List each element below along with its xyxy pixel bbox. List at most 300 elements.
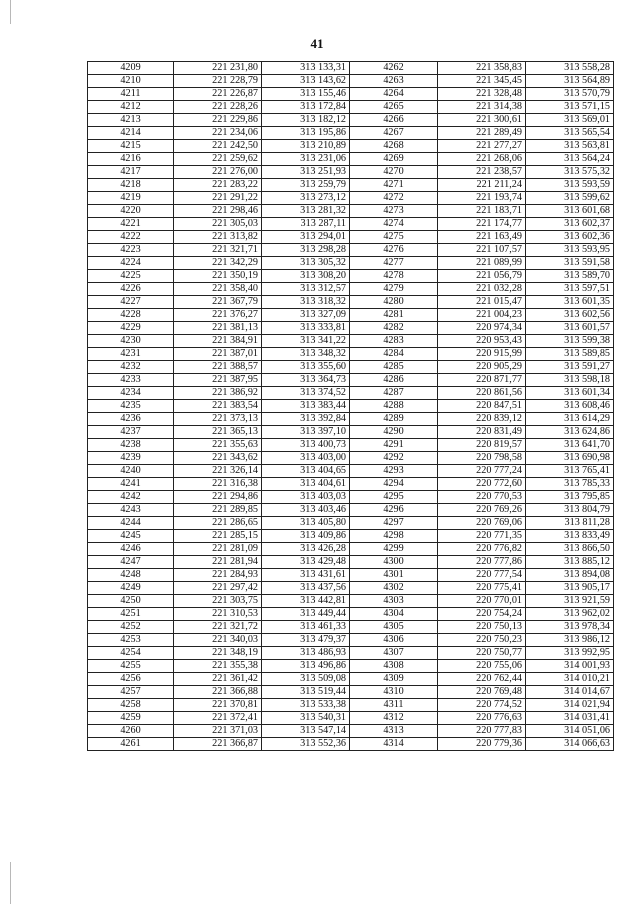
cell-y-coordinate: 313 597,51 xyxy=(526,283,614,296)
cell-x-coordinate: 221 355,38 xyxy=(174,660,262,673)
cell-point-number: 4243 xyxy=(88,504,174,517)
cell-x-coordinate: 220 953,43 xyxy=(438,335,526,348)
cell-point-number: 4306 xyxy=(350,634,438,647)
cell-point-number: 4285 xyxy=(350,361,438,374)
cell-y-coordinate: 313 403,46 xyxy=(262,504,350,517)
cell-y-coordinate: 313 905,17 xyxy=(526,582,614,595)
cell-point-number: 4234 xyxy=(88,387,174,400)
cell-x-coordinate: 221 193,74 xyxy=(438,192,526,205)
table-row xyxy=(88,634,614,647)
cell-x-coordinate: 221 056,79 xyxy=(438,270,526,283)
cell-x-coordinate: 221 294,86 xyxy=(174,491,262,504)
cell-point-number: 4263 xyxy=(350,75,438,88)
cell-y-coordinate: 313 461,33 xyxy=(262,621,350,634)
cell-point-number: 4244 xyxy=(88,517,174,530)
cell-y-coordinate: 313 259,79 xyxy=(262,179,350,192)
cell-x-coordinate: 221 268,06 xyxy=(438,153,526,166)
cell-x-coordinate: 221 326,14 xyxy=(174,465,262,478)
cell-y-coordinate: 313 765,41 xyxy=(526,465,614,478)
cell-y-coordinate: 313 392,84 xyxy=(262,413,350,426)
cell-x-coordinate: 221 371,03 xyxy=(174,725,262,738)
cell-y-coordinate: 313 182,12 xyxy=(262,114,350,127)
cell-y-coordinate: 313 833,49 xyxy=(526,530,614,543)
cell-x-coordinate: 221 277,27 xyxy=(438,140,526,153)
cell-x-coordinate: 221 310,53 xyxy=(174,608,262,621)
cell-point-number: 4247 xyxy=(88,556,174,569)
cell-y-coordinate: 314 066,63 xyxy=(526,738,614,751)
cell-point-number: 4296 xyxy=(350,504,438,517)
cell-y-coordinate: 313 598,18 xyxy=(526,374,614,387)
cell-x-coordinate: 221 089,99 xyxy=(438,257,526,270)
cell-point-number: 4262 xyxy=(350,62,438,75)
cell-x-coordinate: 220 750,23 xyxy=(438,634,526,647)
cell-y-coordinate: 313 405,80 xyxy=(262,517,350,530)
cell-x-coordinate: 221 300,61 xyxy=(438,114,526,127)
table-row xyxy=(88,114,614,127)
cell-point-number: 4254 xyxy=(88,647,174,660)
cell-x-coordinate: 221 107,57 xyxy=(438,244,526,257)
table-row xyxy=(88,218,614,231)
cell-x-coordinate: 220 769,06 xyxy=(438,517,526,530)
cell-y-coordinate: 313 519,44 xyxy=(262,686,350,699)
cell-x-coordinate: 221 298,46 xyxy=(174,205,262,218)
cell-point-number: 4313 xyxy=(350,725,438,738)
cell-y-coordinate: 313 143,62 xyxy=(262,75,350,88)
cell-y-coordinate: 313 570,79 xyxy=(526,88,614,101)
cell-point-number: 4281 xyxy=(350,309,438,322)
cell-x-coordinate: 220 770,53 xyxy=(438,491,526,504)
cell-x-coordinate: 221 004,23 xyxy=(438,309,526,322)
cell-y-coordinate: 313 962,02 xyxy=(526,608,614,621)
cell-y-coordinate: 313 355,60 xyxy=(262,361,350,374)
table-row xyxy=(88,452,614,465)
cell-y-coordinate: 313 281,32 xyxy=(262,205,350,218)
table-row xyxy=(88,478,614,491)
cell-y-coordinate: 313 437,56 xyxy=(262,582,350,595)
cell-point-number: 4219 xyxy=(88,192,174,205)
table-row xyxy=(88,140,614,153)
cell-point-number: 4259 xyxy=(88,712,174,725)
cell-point-number: 4253 xyxy=(88,634,174,647)
cell-y-coordinate: 313 383,44 xyxy=(262,400,350,413)
cell-x-coordinate: 220 847,51 xyxy=(438,400,526,413)
cell-point-number: 4295 xyxy=(350,491,438,504)
table-row xyxy=(88,621,614,634)
cell-x-coordinate: 221 366,87 xyxy=(174,738,262,751)
table-row xyxy=(88,361,614,374)
cell-point-number: 4242 xyxy=(88,491,174,504)
cell-y-coordinate: 313 449,44 xyxy=(262,608,350,621)
cell-x-coordinate: 221 276,00 xyxy=(174,166,262,179)
table-row xyxy=(88,127,614,140)
cell-point-number: 4290 xyxy=(350,426,438,439)
cell-y-coordinate: 313 374,52 xyxy=(262,387,350,400)
table-row xyxy=(88,257,614,270)
cell-y-coordinate: 313 552,36 xyxy=(262,738,350,751)
cell-point-number: 4302 xyxy=(350,582,438,595)
cell-x-coordinate: 221 388,57 xyxy=(174,361,262,374)
cell-point-number: 4223 xyxy=(88,244,174,257)
cell-point-number: 4275 xyxy=(350,231,438,244)
cell-point-number: 4268 xyxy=(350,140,438,153)
cell-y-coordinate: 313 294,01 xyxy=(262,231,350,244)
cell-y-coordinate: 313 602,37 xyxy=(526,218,614,231)
cell-point-number: 4222 xyxy=(88,231,174,244)
cell-y-coordinate: 313 992,95 xyxy=(526,647,614,660)
cell-y-coordinate: 313 599,62 xyxy=(526,192,614,205)
cell-point-number: 4277 xyxy=(350,257,438,270)
table-row xyxy=(88,348,614,361)
cell-y-coordinate: 313 593,59 xyxy=(526,179,614,192)
table-row xyxy=(88,686,614,699)
cell-point-number: 4293 xyxy=(350,465,438,478)
cell-y-coordinate: 313 404,61 xyxy=(262,478,350,491)
cell-point-number: 4216 xyxy=(88,153,174,166)
cell-x-coordinate: 221 365,13 xyxy=(174,426,262,439)
cell-y-coordinate: 313 563,81 xyxy=(526,140,614,153)
cell-y-coordinate: 313 558,28 xyxy=(526,62,614,75)
cell-x-coordinate: 221 242,50 xyxy=(174,140,262,153)
cell-point-number: 4260 xyxy=(88,725,174,738)
cell-x-coordinate: 220 774,52 xyxy=(438,699,526,712)
cell-x-coordinate: 220 772,60 xyxy=(438,478,526,491)
cell-y-coordinate: 313 287,11 xyxy=(262,218,350,231)
cell-point-number: 4289 xyxy=(350,413,438,426)
cell-y-coordinate: 313 785,33 xyxy=(526,478,614,491)
cell-point-number: 4237 xyxy=(88,426,174,439)
cell-y-coordinate: 313 986,12 xyxy=(526,634,614,647)
cell-y-coordinate: 313 409,86 xyxy=(262,530,350,543)
cell-x-coordinate: 220 777,24 xyxy=(438,465,526,478)
cell-point-number: 4224 xyxy=(88,257,174,270)
cell-x-coordinate: 220 777,83 xyxy=(438,725,526,738)
table-row xyxy=(88,725,614,738)
cell-x-coordinate: 220 769,26 xyxy=(438,504,526,517)
cell-point-number: 4210 xyxy=(88,75,174,88)
cell-y-coordinate: 313 690,98 xyxy=(526,452,614,465)
cell-y-coordinate: 313 565,54 xyxy=(526,127,614,140)
cell-y-coordinate: 313 341,22 xyxy=(262,335,350,348)
cell-y-coordinate: 313 431,61 xyxy=(262,569,350,582)
cell-y-coordinate: 313 921,59 xyxy=(526,595,614,608)
cell-y-coordinate: 313 479,37 xyxy=(262,634,350,647)
cell-x-coordinate: 221 340,03 xyxy=(174,634,262,647)
table-row xyxy=(88,270,614,283)
cell-x-coordinate: 220 776,82 xyxy=(438,543,526,556)
cell-point-number: 4269 xyxy=(350,153,438,166)
cell-y-coordinate: 313 601,34 xyxy=(526,387,614,400)
cell-point-number: 4221 xyxy=(88,218,174,231)
cell-x-coordinate: 221 229,86 xyxy=(174,114,262,127)
cell-point-number: 4284 xyxy=(350,348,438,361)
table-row xyxy=(88,322,614,335)
cell-y-coordinate: 313 486,93 xyxy=(262,647,350,660)
cell-x-coordinate: 221 163,49 xyxy=(438,231,526,244)
cell-y-coordinate: 313 602,36 xyxy=(526,231,614,244)
cell-y-coordinate: 313 312,57 xyxy=(262,283,350,296)
cell-y-coordinate: 313 133,31 xyxy=(262,62,350,75)
table-row xyxy=(88,517,614,530)
table-row xyxy=(88,62,614,75)
cell-y-coordinate: 313 426,28 xyxy=(262,543,350,556)
cell-point-number: 4291 xyxy=(350,439,438,452)
cell-point-number: 4211 xyxy=(88,88,174,101)
cell-point-number: 4270 xyxy=(350,166,438,179)
cell-point-number: 4279 xyxy=(350,283,438,296)
cell-point-number: 4229 xyxy=(88,322,174,335)
cell-y-coordinate: 313 308,20 xyxy=(262,270,350,283)
cell-x-coordinate: 220 831,49 xyxy=(438,426,526,439)
table-row xyxy=(88,335,614,348)
cell-x-coordinate: 221 174,77 xyxy=(438,218,526,231)
cell-point-number: 4251 xyxy=(88,608,174,621)
cell-point-number: 4282 xyxy=(350,322,438,335)
table-row xyxy=(88,426,614,439)
cell-x-coordinate: 220 750,77 xyxy=(438,647,526,660)
cell-y-coordinate: 313 333,81 xyxy=(262,322,350,335)
cell-x-coordinate: 221 303,75 xyxy=(174,595,262,608)
cell-y-coordinate: 313 540,31 xyxy=(262,712,350,725)
table-row xyxy=(88,504,614,517)
cell-point-number: 4231 xyxy=(88,348,174,361)
cell-x-coordinate: 220 769,48 xyxy=(438,686,526,699)
cell-point-number: 4273 xyxy=(350,205,438,218)
cell-x-coordinate: 221 366,88 xyxy=(174,686,262,699)
cell-point-number: 4220 xyxy=(88,205,174,218)
cell-y-coordinate: 313 978,34 xyxy=(526,621,614,634)
cell-x-coordinate: 221 211,24 xyxy=(438,179,526,192)
cell-y-coordinate: 313 591,27 xyxy=(526,361,614,374)
cell-point-number: 4215 xyxy=(88,140,174,153)
cell-y-coordinate: 313 608,46 xyxy=(526,400,614,413)
table-row xyxy=(88,192,614,205)
cell-x-coordinate: 221 348,19 xyxy=(174,647,262,660)
coordinates-table-body xyxy=(88,62,614,751)
cell-point-number: 4299 xyxy=(350,543,438,556)
cell-point-number: 4267 xyxy=(350,127,438,140)
cell-point-number: 4250 xyxy=(88,595,174,608)
table-row xyxy=(88,166,614,179)
cell-point-number: 4256 xyxy=(88,673,174,686)
cell-point-number: 4245 xyxy=(88,530,174,543)
cell-point-number: 4257 xyxy=(88,686,174,699)
cell-point-number: 4241 xyxy=(88,478,174,491)
cell-point-number: 4286 xyxy=(350,374,438,387)
cell-x-coordinate: 221 367,79 xyxy=(174,296,262,309)
cell-y-coordinate: 313 251,93 xyxy=(262,166,350,179)
table-row xyxy=(88,244,614,257)
cell-point-number: 4298 xyxy=(350,530,438,543)
cell-point-number: 4252 xyxy=(88,621,174,634)
cell-x-coordinate: 221 281,94 xyxy=(174,556,262,569)
cell-y-coordinate: 313 564,89 xyxy=(526,75,614,88)
cell-y-coordinate: 313 602,56 xyxy=(526,309,614,322)
cell-y-coordinate: 313 400,73 xyxy=(262,439,350,452)
cell-y-coordinate: 313 564,24 xyxy=(526,153,614,166)
cell-y-coordinate: 313 327,09 xyxy=(262,309,350,322)
cell-point-number: 4307 xyxy=(350,647,438,660)
cell-point-number: 4276 xyxy=(350,244,438,257)
cell-point-number: 4258 xyxy=(88,699,174,712)
cell-y-coordinate: 313 496,86 xyxy=(262,660,350,673)
cell-point-number: 4238 xyxy=(88,439,174,452)
cell-y-coordinate: 313 641,70 xyxy=(526,439,614,452)
cell-y-coordinate: 313 348,32 xyxy=(262,348,350,361)
cell-x-coordinate: 221 358,83 xyxy=(438,62,526,75)
cell-y-coordinate: 313 599,38 xyxy=(526,335,614,348)
cell-y-coordinate: 314 021,94 xyxy=(526,699,614,712)
cell-x-coordinate: 221 305,03 xyxy=(174,218,262,231)
cell-x-coordinate: 221 015,47 xyxy=(438,296,526,309)
table-row xyxy=(88,556,614,569)
cell-point-number: 4310 xyxy=(350,686,438,699)
cell-y-coordinate: 313 601,57 xyxy=(526,322,614,335)
cell-y-coordinate: 313 601,68 xyxy=(526,205,614,218)
page-number: 41 xyxy=(310,36,324,51)
table-row xyxy=(88,530,614,543)
table-row xyxy=(88,205,614,218)
cell-x-coordinate: 221 032,28 xyxy=(438,283,526,296)
cell-point-number: 4308 xyxy=(350,660,438,673)
cell-point-number: 4226 xyxy=(88,283,174,296)
cell-point-number: 4265 xyxy=(350,101,438,114)
cell-y-coordinate: 313 509,08 xyxy=(262,673,350,686)
cell-x-coordinate: 221 283,22 xyxy=(174,179,262,192)
cell-x-coordinate: 221 350,19 xyxy=(174,270,262,283)
table-row xyxy=(88,699,614,712)
cell-y-coordinate: 313 885,12 xyxy=(526,556,614,569)
table-row xyxy=(88,491,614,504)
cell-x-coordinate: 221 234,06 xyxy=(174,127,262,140)
cell-y-coordinate: 313 210,89 xyxy=(262,140,350,153)
table-row xyxy=(88,465,614,478)
cell-x-coordinate: 221 384,91 xyxy=(174,335,262,348)
table-row xyxy=(88,439,614,452)
cell-y-coordinate: 313 571,15 xyxy=(526,101,614,114)
cell-point-number: 4272 xyxy=(350,192,438,205)
table-row xyxy=(88,673,614,686)
cell-y-coordinate: 313 298,28 xyxy=(262,244,350,257)
cell-x-coordinate: 220 777,54 xyxy=(438,569,526,582)
table-row xyxy=(88,582,614,595)
table-row xyxy=(88,179,614,192)
cell-x-coordinate: 221 373,13 xyxy=(174,413,262,426)
cell-x-coordinate: 221 228,26 xyxy=(174,101,262,114)
cell-y-coordinate: 313 866,50 xyxy=(526,543,614,556)
cell-point-number: 4266 xyxy=(350,114,438,127)
cell-y-coordinate: 313 155,46 xyxy=(262,88,350,101)
cell-x-coordinate: 220 771,35 xyxy=(438,530,526,543)
cell-x-coordinate: 221 355,63 xyxy=(174,439,262,452)
cell-y-coordinate: 313 364,73 xyxy=(262,374,350,387)
cell-point-number: 4232 xyxy=(88,361,174,374)
cell-x-coordinate: 220 871,77 xyxy=(438,374,526,387)
cell-x-coordinate: 220 861,56 xyxy=(438,387,526,400)
cell-x-coordinate: 221 238,57 xyxy=(438,166,526,179)
cell-point-number: 4311 xyxy=(350,699,438,712)
cell-x-coordinate: 220 915,99 xyxy=(438,348,526,361)
cell-y-coordinate: 313 569,01 xyxy=(526,114,614,127)
cell-x-coordinate: 221 313,82 xyxy=(174,231,262,244)
cell-point-number: 4246 xyxy=(88,543,174,556)
cell-x-coordinate: 220 779,36 xyxy=(438,738,526,751)
cell-y-coordinate: 314 014,67 xyxy=(526,686,614,699)
cell-x-coordinate: 220 750,13 xyxy=(438,621,526,634)
cell-x-coordinate: 221 259,62 xyxy=(174,153,262,166)
cell-y-coordinate: 313 575,32 xyxy=(526,166,614,179)
cell-x-coordinate: 221 342,29 xyxy=(174,257,262,270)
table-row xyxy=(88,88,614,101)
cell-x-coordinate: 221 226,87 xyxy=(174,88,262,101)
table-row xyxy=(88,400,614,413)
cell-point-number: 4287 xyxy=(350,387,438,400)
table-row xyxy=(88,647,614,660)
cell-x-coordinate: 221 321,71 xyxy=(174,244,262,257)
cell-y-coordinate: 313 804,79 xyxy=(526,504,614,517)
cell-point-number: 4236 xyxy=(88,413,174,426)
cell-x-coordinate: 220 770,01 xyxy=(438,595,526,608)
cell-y-coordinate: 314 031,41 xyxy=(526,712,614,725)
cell-x-coordinate: 221 381,13 xyxy=(174,322,262,335)
table-row xyxy=(88,413,614,426)
cell-y-coordinate: 313 172,84 xyxy=(262,101,350,114)
cell-x-coordinate: 221 316,38 xyxy=(174,478,262,491)
cell-point-number: 4209 xyxy=(88,62,174,75)
cell-x-coordinate: 221 386,92 xyxy=(174,387,262,400)
cell-x-coordinate: 221 289,85 xyxy=(174,504,262,517)
cell-y-coordinate: 313 318,32 xyxy=(262,296,350,309)
table-row xyxy=(88,283,614,296)
cell-point-number: 4227 xyxy=(88,296,174,309)
cell-y-coordinate: 313 404,65 xyxy=(262,465,350,478)
cell-x-coordinate: 221 387,95 xyxy=(174,374,262,387)
cell-x-coordinate: 221 372,41 xyxy=(174,712,262,725)
cell-point-number: 4297 xyxy=(350,517,438,530)
cell-x-coordinate: 221 228,79 xyxy=(174,75,262,88)
cell-point-number: 4261 xyxy=(88,738,174,751)
cell-x-coordinate: 221 289,49 xyxy=(438,127,526,140)
cell-y-coordinate: 313 795,85 xyxy=(526,491,614,504)
cell-x-coordinate: 221 321,72 xyxy=(174,621,262,634)
cell-point-number: 4230 xyxy=(88,335,174,348)
cell-point-number: 4271 xyxy=(350,179,438,192)
table-row xyxy=(88,75,614,88)
cell-y-coordinate: 313 533,38 xyxy=(262,699,350,712)
cell-point-number: 4233 xyxy=(88,374,174,387)
cell-point-number: 4288 xyxy=(350,400,438,413)
table-row xyxy=(88,595,614,608)
cell-point-number: 4239 xyxy=(88,452,174,465)
cell-x-coordinate: 221 285,15 xyxy=(174,530,262,543)
cell-x-coordinate: 221 286,65 xyxy=(174,517,262,530)
cell-y-coordinate: 313 547,14 xyxy=(262,725,350,738)
cell-x-coordinate: 221 284,93 xyxy=(174,569,262,582)
cell-x-coordinate: 220 775,41 xyxy=(438,582,526,595)
cell-x-coordinate: 221 297,42 xyxy=(174,582,262,595)
cell-y-coordinate: 313 593,95 xyxy=(526,244,614,257)
cell-x-coordinate: 220 798,58 xyxy=(438,452,526,465)
cell-y-coordinate: 313 442,81 xyxy=(262,595,350,608)
cell-point-number: 4214 xyxy=(88,127,174,140)
cell-point-number: 4312 xyxy=(350,712,438,725)
cell-x-coordinate: 221 281,09 xyxy=(174,543,262,556)
cell-x-coordinate: 221 328,48 xyxy=(438,88,526,101)
cell-y-coordinate: 313 811,28 xyxy=(526,517,614,530)
cell-point-number: 4280 xyxy=(350,296,438,309)
table-row xyxy=(88,101,614,114)
cell-point-number: 4301 xyxy=(350,569,438,582)
cell-point-number: 4292 xyxy=(350,452,438,465)
